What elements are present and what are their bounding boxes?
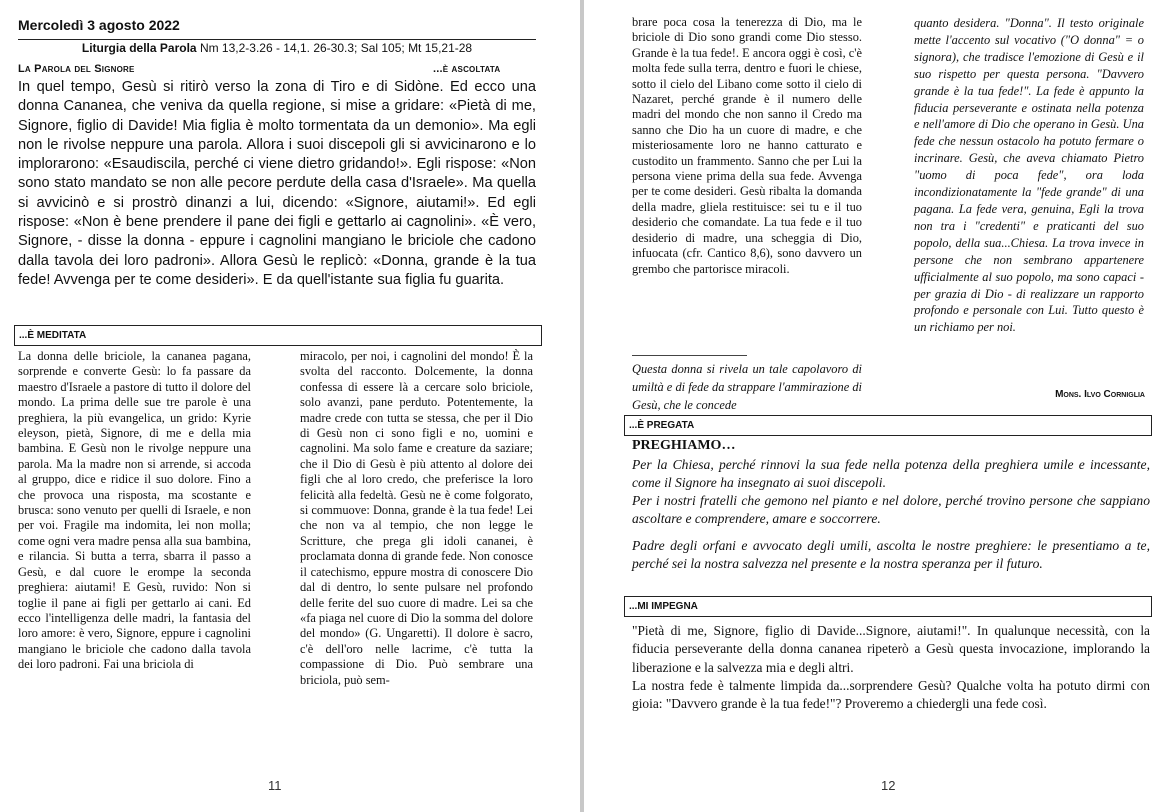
meditation-italic-column-3: Questa donna si rivela un tale capolavoro di umiltà e di fede da strappare l'ammirazione di Gesù, che le concede bbox=[632, 362, 862, 412]
word-label: La Parola del Signore bbox=[18, 63, 135, 75]
author-signature: Mons. Ilvo Corniglia bbox=[1055, 389, 1145, 400]
commit-label: ...MI IMPEGNA bbox=[629, 601, 698, 612]
listened-label: ...è ascoltata bbox=[433, 63, 501, 75]
meditated-label: ...È MEDITATA bbox=[19, 330, 87, 341]
column-separator bbox=[632, 355, 747, 356]
meditation-column-3: brare poca cosa la tenerezza di Dio, ma le briciole di Dio sono grandi come Dio stesso. Grande è la tua fede!. E ancora oggi è così, c'è molta fede sulla terra, dentro e fuori le chiese, sotto il cielo del Libano come sotto il cielo di Nazaret, perché grande è il numero delle madri del mondo che non sanno il Credo ma sanno che Dio ha un cuore di madre, e che misteriosamente loro ne hanno catturato e custodito un frammento. Sanno che per Lui la persona viene prima della sua fede. Avvenga per te come desideri. Gesù ribalta la domanda della madre, gliela restituisce: sei tu e il tuo desiderio che comandate. La tua fede e il tuo desiderio di madre, una scheggia di Dio, infuocata (cfr. Cantico 8,6), sono davvero un grembo che partorisce miracoli. bbox=[632, 15, 862, 276]
page-number: 11 bbox=[268, 778, 282, 793]
page-number: 12 bbox=[881, 778, 896, 793]
title-divider bbox=[18, 39, 536, 40]
commitment-text-1: "Pietà di me, Signore, figlio di Davide...Signore, aiutami!". In qualunque necessità, con la fiducia perseverante della donna cananea ripeterò a Gesù questa invocazione, implorando la liberazione e la salvezza mia e degli altri. bbox=[632, 623, 1150, 675]
prayer-title: PREGHIAMO… bbox=[632, 438, 736, 453]
right-page bbox=[584, 0, 1167, 812]
prayed-header bbox=[624, 415, 1152, 436]
prayer-intention-2: Per i nostri fratelli che gemono nel pianto e nel dolore, perché trovino persone che sappiano ascoltare e comprendere, amare e soccorrere. bbox=[632, 493, 1150, 526]
commit-header bbox=[624, 596, 1152, 617]
gospel-text: In quel tempo, Gesù si ritirò verso la zona di Tiro e di Sidòne. Ed ecco una donna Cananea, che veniva da quella regione, si mise a gridare: «Pietà di me, Signore, figlio di Davide! Mia figlia è molto tormentata da un demonio». Ma egli non le rivolse neppure una parola. Allora i suoi discepoli gli si avvicinarono e lo implorarono: «Esaudiscila, perché ci viene dietro gridando!». Egli rispose: «Non sono stato mandato se non alle pecore perdute della casa d'Israele». Ma quella si avvicinò e si prostrò dinanzi a lui, dicendo: «Signore, aiutami!». Ed egli rispose: «Non è bene prendere il pane dei figli e gettarlo ai cagnolini». «È vero, Signore, - disse la donna - eppure i cagnolini mangiano le briciole che cadono dalla tavola dei loro padroni». Allora Gesù le replicò: «Donna, grande è la tua fede! Avvenga per te come desideri». E da quell'istante sua figlia fu guarita. bbox=[18, 79, 536, 288]
meditation-column-1: La donna delle briciole, la cananea pagana, sorprende e converte Gesù: lo fa passare da maestro d'Israele a pastore di tutto il dolore del mondo. La prima delle sue tre parole è una preghiera, la più evangelica, un grido: Kyrie eleyson, pietà, Signore, di me e della mia bambina. E Gesù non le rivolge neppure una parola. Ma la madre non si arrende, si accoda al gruppo, dice e ridice il suo dolore. Fino a che provoca una risposta, ma scostante e brusca: sono venuto per quelli di Israele, e non per voi. Fragile ma indomita, lei non molla; come ogni vera madre pensa alla sua bambina, e rilancia. Si butta a terra, sbarra il passo a Gesù, e dal cuore le erompe la seconda preghiera: aiutami! E Gesù, ruvido: Non si toglie il pane ai figli per gettarlo ai cani. Ed ecco l'intelligenza delle madri, la fantasia del loro amore: è vero, Signore, eppure i cagnolini mangiano le briciole che cadono dalla tavola dei loro padroni. Fai una briciola di bbox=[18, 349, 251, 672]
commentary-column-4: quanto desidera. "Donna". Il testo originale mette l'accento sul vocativo ("O donna" = o signora), che tradisce l'emozione di Gesù e il suo rispetto per questa persona. "Davvero grande è la tua fede!". La fede è appunto la fiducia perseverante e ostinata nella potenza e nell'amore di Dio che operano in Gesù. Una fede che nessun ostacolo ha potuto fermare o incrinare. Gesù, che aveva chiamato Pietro "uomo di poca fede", ora loda incondizionatamente la "fede grande" di una pagana. La fede vera, genuina, Egli la trova non tra i "credenti" e praticanti del suo popolo, della sua...Chiesa. La trova invece in persone che non sembrano appartenere ufficialmente al suo popolo, ma sono capaci - per grazia di Dio - di realizzare un rapporto profondo e personale con Lui. Tutto questo è un richiamo per noi. bbox=[914, 16, 1144, 335]
left-page bbox=[0, 0, 580, 812]
date-title: Mercoledì 3 agosto 2022 bbox=[18, 17, 180, 33]
liturgy-refs: Nm 13,2-3.26 - 14,1. 26-30.3; Sal 105; Mt 15,21-28 bbox=[199, 41, 473, 55]
prayer-intention-1: Per la Chiesa, perché rinnovi la sua fede nella potenza della preghiera umile e incessante, come il Signore ha insegnato ai suoi discepoli. bbox=[632, 457, 1150, 490]
meditation-column-2: miracolo, per noi, i cagnolini del mondo! È la svolta del racconto. Dolcemente, la donna confessa di essere là a cercare solo briciole, solo avanzi, pane perduto. Potentemente, la madre crede con tutta se stessa, che per il Dio di Gesù non ci sono figli e no, uomini e cagnolini. Ma solo fame e creature da saziare; che il Dio di Gesù è più attento al dolore dei figli che al loro credo, che preferisce la loro felicità alla fedeltà. Gesù ne è come folgorato, si commuove: Donna, grande è la tua fede! Lei che non va al tempio, che non legge le Scritture, che prega gli idoli cananei, è proclamata donna di grande fede. Non conosce il catechismo, eppure mostra di conoscere Dio dal di dentro, lo sente pulsare nel profondo delle ferite del suo cuore di madre. Lei sa che «fa piaga nel cuore di Dio la somma del dolore del mondo» (G. Ungaretti). Il dolore è sacro, c'è dell'oro nelle lacrime, c'è tutta la compassione di Dio. Può sembrare una briciola, può sem- bbox=[300, 349, 533, 687]
liturgy-label: Liturgia della Parola bbox=[81, 41, 197, 55]
meditated-header bbox=[14, 325, 542, 346]
liturgy-header bbox=[18, 41, 536, 55]
prayer-closing: Padre degli orfani e avvocato degli umili, ascolta le nostre preghiere: le presentiamo a te, perché sei la nostra salvezza nel presente e la nostra speranza per il futuro. bbox=[632, 538, 1150, 571]
commitment-text-2: La nostra fede è talmente limpida da...sorprendere Gesù? Qualche volta ha potuto dirmi con gioia: "Davvero grande è la tua fede!"? Proveremo a chiedergli una fede così. bbox=[632, 678, 1150, 712]
prayed-label: ...È PREGATA bbox=[629, 420, 695, 431]
